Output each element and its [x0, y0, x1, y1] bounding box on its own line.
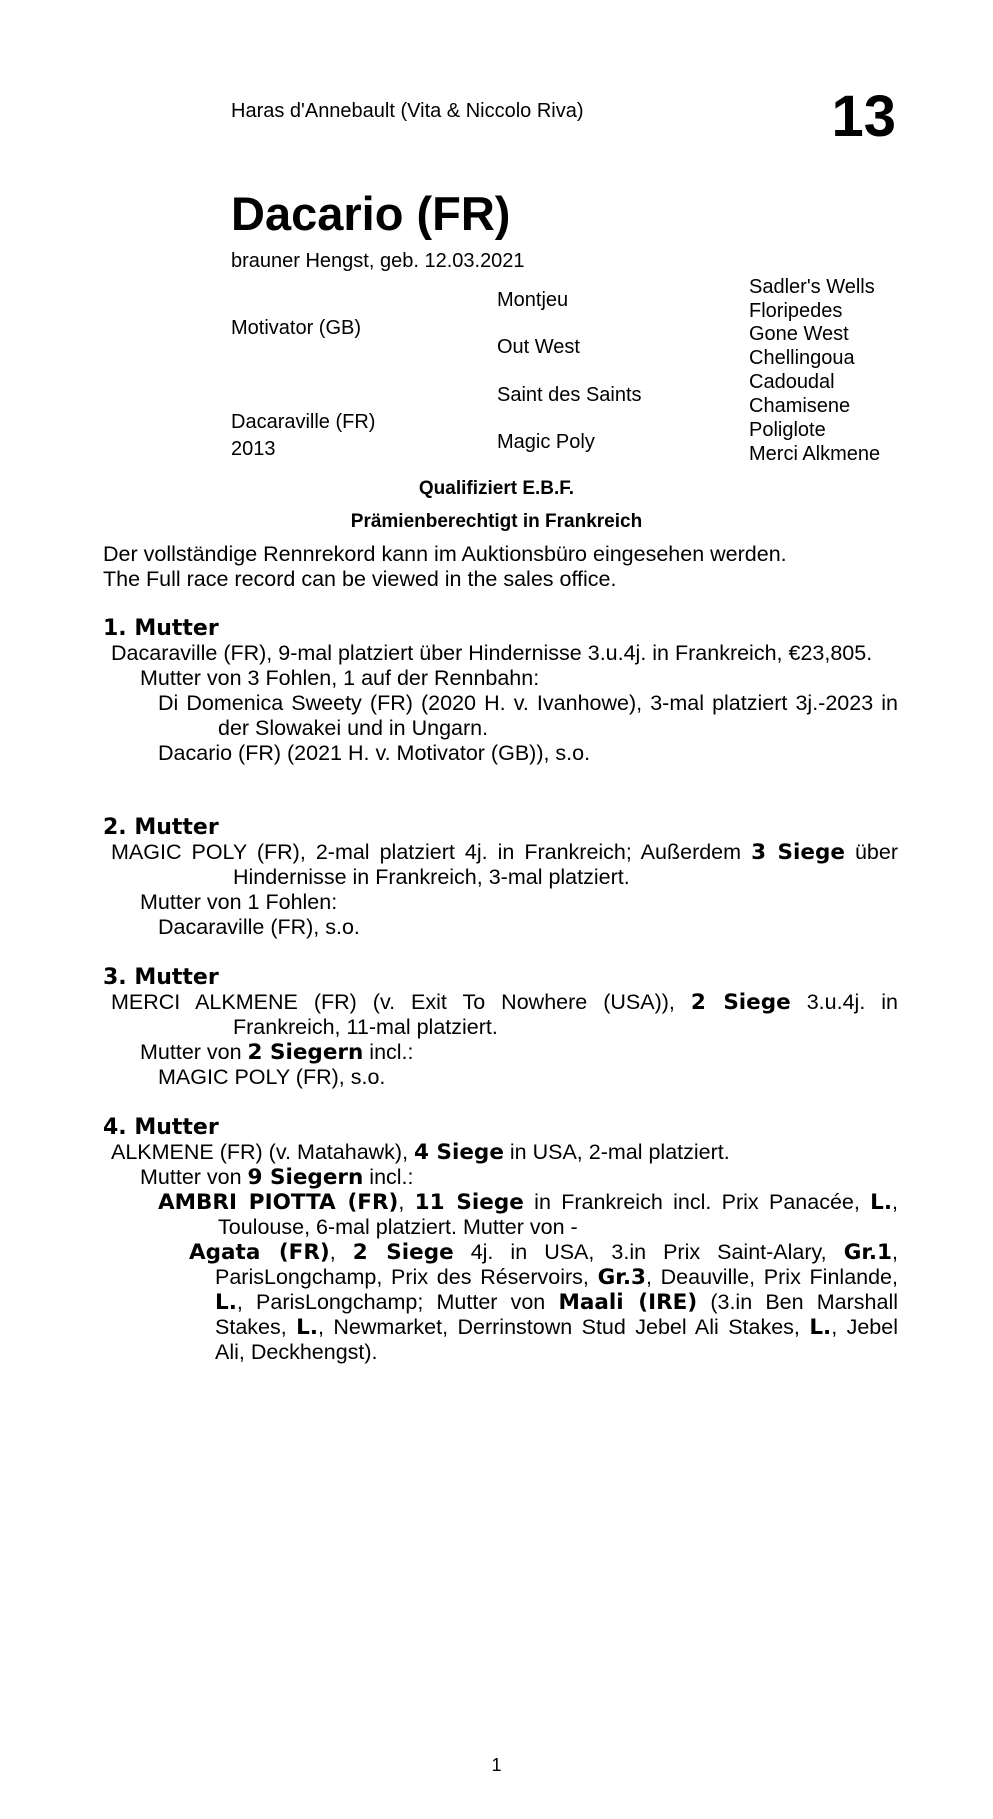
- offspring-text: Mutter von: [140, 1040, 248, 1064]
- offspring-line: [103, 1165, 898, 1190]
- race-record-notice: [103, 542, 898, 592]
- race-grade: Gr.3: [597, 1265, 646, 1290]
- qualification-premium: Prämienberechtigt in Frankreich: [350, 511, 643, 532]
- pedigree-great-grandparent: Merci Alkmene: [749, 443, 881, 465]
- section-dam-1: [103, 616, 898, 766]
- foal-text: , Jebel Ali, Deckhengst).: [215, 1315, 898, 1364]
- foal-name: Agata (FR): [189, 1240, 330, 1265]
- dam-text: 3.u.4j. in Frankreich, 11-mal platziert.: [233, 990, 899, 1039]
- race-grade: L.: [215, 1290, 237, 1315]
- foal-line: [103, 1190, 898, 1240]
- pedigree-great-grandparent: Gone West: [749, 323, 849, 345]
- dam-line: [103, 990, 898, 1040]
- foal-line: Di Domenica Sweety (FR) (2020 H. v. Ivanhowe), 3-mal platziert 3j.-2023 in der Slowakei und in Ungarn.: [158, 691, 898, 740]
- wins-count: 3 Siege: [751, 840, 845, 865]
- pedigree-great-grandparent: Floripedes: [749, 300, 843, 322]
- wins-count: 4 Siege: [414, 1140, 504, 1165]
- grandfoal-line: [103, 1240, 898, 1365]
- section-heading: 4. Mutter: [103, 1115, 219, 1140]
- pedigree-great-grandparent: Cadoudal: [749, 371, 835, 393]
- horse-name: Dacario (FR): [231, 187, 511, 240]
- race-grade: Gr.1: [843, 1240, 892, 1265]
- offspring-line: Mutter von 1 Fohlen:: [140, 890, 338, 914]
- dam-text: MAGIC POLY (FR), 2-mal platziert 4j. in Frankreich; Außerdem: [111, 840, 752, 864]
- qualification-ebf: Qualifiziert E.B.F.: [418, 478, 575, 499]
- race-grade: L.: [870, 1190, 893, 1215]
- pedigree-grandparent: Saint des Saints: [497, 384, 642, 406]
- pedigree-grandparent: Magic Poly: [497, 431, 595, 453]
- pedigree-great-grandparent: Sadler's Wells: [749, 276, 875, 298]
- wins-count: 2 Siege: [352, 1240, 454, 1265]
- foal-text: in Frankreich incl. Prix Panacée,: [523, 1190, 871, 1214]
- pedigree-great-grandparent: Chamisene: [749, 395, 851, 417]
- offspring-line: Mutter von 3 Fohlen, 1 auf der Rennbahn:: [140, 666, 540, 690]
- foal-text: , ParisLongchamp, Prix des Réservoirs,: [215, 1240, 898, 1289]
- foal-text: , Deauville, Prix Finlande,: [645, 1265, 898, 1289]
- notice-de: Der vollständige Rennrekord kann im Auktionsbüro eingesehen werden.: [103, 542, 787, 566]
- dam-line: [103, 840, 898, 890]
- dam-line: [103, 1140, 898, 1165]
- pedigree-dam-year: 2013: [231, 438, 276, 460]
- section-heading: 3. Mutter: [103, 965, 219, 990]
- dam-text: in USA, 2-mal platziert.: [503, 1140, 730, 1164]
- section-heading: 2. Mutter: [103, 815, 219, 840]
- winners-count: 2 Siegern: [247, 1040, 364, 1065]
- foal-text: , Newmarket, Derrinstown Stud Jebel Ali Stakes,: [318, 1315, 810, 1339]
- lot-number: 13: [831, 84, 896, 149]
- wins-count: 11 Siege: [414, 1190, 524, 1215]
- foal-text: (3.in Ben Marshall Stakes,: [215, 1290, 899, 1339]
- pedigree-grandparent: Montjeu: [497, 289, 569, 311]
- foal-text: , Toulouse, 6-mal platziert. Mutter von -: [218, 1190, 899, 1239]
- horse-description: brauner Hengst, geb. 12.03.2021: [231, 250, 525, 272]
- offspring-line: [103, 1040, 898, 1065]
- offspring-text: incl.:: [363, 1165, 414, 1189]
- foal-text: ,: [398, 1190, 415, 1214]
- foal-text: , ParisLongchamp; Mutter von: [236, 1290, 559, 1314]
- pedigree-dam: Dacaraville (FR): [231, 411, 376, 433]
- foal-name: AMBRI PIOTTA (FR): [158, 1190, 399, 1215]
- consignor: Haras d'Annebault (Vita & Niccolo Riva): [231, 100, 584, 122]
- foal-line: MAGIC POLY (FR), s.o.: [158, 1065, 386, 1089]
- section-heading: 1. Mutter: [103, 616, 219, 641]
- foal-name: Maali (IRE): [558, 1290, 698, 1315]
- pedigree-great-grandparent: Chellingoua: [749, 347, 855, 369]
- notice-en: The Full race record can be viewed in the sales office.: [103, 567, 617, 591]
- race-grade: L.: [809, 1315, 832, 1340]
- wins-count: 2 Siege: [690, 990, 791, 1015]
- pedigree-grandparent: Out West: [497, 336, 580, 358]
- race-grade: L.: [296, 1315, 318, 1340]
- dam-text: ALKMENE (FR) (v. Matahawk),: [111, 1140, 415, 1164]
- section-dam-3: [103, 965, 898, 1090]
- winners-count: 9 Siegern: [247, 1165, 364, 1190]
- foal-text: 4j. in USA, 3.in Prix Saint-Alary,: [453, 1240, 844, 1264]
- offspring-text: Mutter von: [140, 1165, 248, 1189]
- pedigree-sire: Motivator (GB): [231, 317, 362, 339]
- section-dam-4: [103, 1115, 898, 1365]
- dam-text: MERCI ALKMENE (FR) (v. Exit To Nowhere (USA)),: [111, 990, 691, 1014]
- pedigree-great-grandparent: Poliglote: [749, 419, 826, 441]
- foal-line: Dacaraville (FR), s.o.: [158, 915, 360, 939]
- dam-text: über Hindernisse in Frankreich, 3-mal platziert.: [233, 840, 898, 889]
- foal-line: Dacario (FR) (2021 H. v. Motivator (GB)), s.o.: [158, 741, 591, 765]
- section-dam-2: [103, 815, 898, 940]
- foal-text: ,: [329, 1240, 353, 1264]
- offspring-text: incl.:: [363, 1040, 414, 1064]
- dam-line: Dacaraville (FR), 9-mal platziert über Hindernisse 3.u.4j. in Frankreich, €23,805.: [111, 641, 873, 665]
- page-number: 1: [491, 1755, 502, 1775]
